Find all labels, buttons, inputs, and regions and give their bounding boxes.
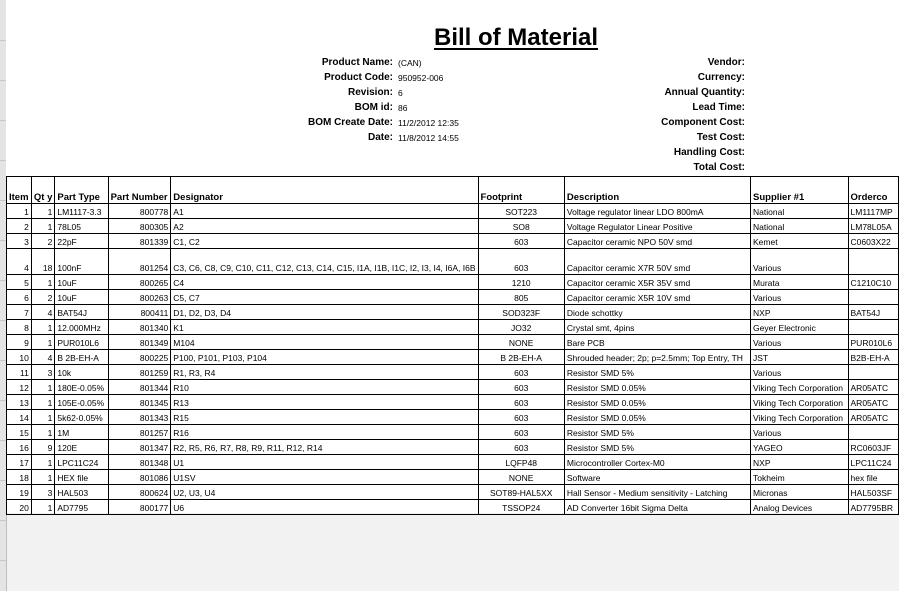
cell-part-number: 801339 xyxy=(108,234,171,249)
col-part-number-header: Part Number xyxy=(108,177,171,204)
cell-footprint: SOT223 xyxy=(478,204,564,219)
cell-ordercode: LPC11C24 xyxy=(848,455,898,470)
cell-part-number: 801254 xyxy=(108,249,171,275)
cell-ordercode: C1210C10 xyxy=(848,275,898,290)
vendor-field-label: Annual Quantity: xyxy=(664,87,745,98)
cell-supplier: Various xyxy=(751,290,849,305)
cell-ordercode: AR05ATC xyxy=(848,395,898,410)
cell-ordercode: HAL503SF xyxy=(848,485,898,500)
vendor-field-label: Total Cost: xyxy=(693,162,745,173)
table-row xyxy=(7,320,899,335)
cell-part-number: 801340 xyxy=(108,320,171,335)
cell-footprint: 603 xyxy=(478,440,564,455)
product-field-label: Product Code: xyxy=(324,72,393,83)
cell-footprint: 603 xyxy=(478,425,564,440)
vendor-field-row xyxy=(6,161,899,175)
cell-qty: 3 xyxy=(31,365,54,380)
gutter-tick xyxy=(0,560,6,561)
cell-qty: 1 xyxy=(31,455,54,470)
cell-footprint: NONE xyxy=(478,470,564,485)
cell-item: 2 xyxy=(7,219,32,234)
cell-qty: 1 xyxy=(31,380,54,395)
cell-part-number: 801344 xyxy=(108,380,171,395)
vendor-field-row xyxy=(6,116,899,130)
cell-item: 18 xyxy=(7,470,32,485)
cell-part-type: 10uF xyxy=(55,275,108,290)
cell-item: 20 xyxy=(7,500,32,515)
cell-part-type: 180E-0.05% xyxy=(55,380,108,395)
vendor-field-label: Currency: xyxy=(697,72,745,83)
cell-part-type: LM1117-3.3 xyxy=(55,204,108,219)
cell-qty: 4 xyxy=(31,350,54,365)
cell-qty: 18 xyxy=(31,249,54,275)
cell-description: Capacitor ceramic X7R 50V smd xyxy=(564,249,750,275)
cell-part-number: 800265 xyxy=(108,275,171,290)
cell-supplier: YAGEO xyxy=(751,440,849,455)
cell-ordercode: C0603X22 xyxy=(848,234,898,249)
cell-part-type: 105E-0.05% xyxy=(55,395,108,410)
cell-ordercode: AR05ATC xyxy=(848,410,898,425)
table-row xyxy=(7,350,899,365)
cell-description: Capacitor ceramic NPO 50V smd xyxy=(564,234,750,249)
cell-supplier: Viking Tech Corporation xyxy=(751,380,849,395)
gutter-tick xyxy=(0,520,6,521)
cell-footprint: LQFP48 xyxy=(478,455,564,470)
vendor-field-row xyxy=(6,146,899,160)
cell-supplier: Various xyxy=(751,365,849,380)
cell-qty: 1 xyxy=(31,410,54,425)
cell-footprint: 603 xyxy=(478,395,564,410)
cell-qty: 1 xyxy=(31,500,54,515)
cell-footprint: 1210 xyxy=(478,275,564,290)
cell-designator: D1, D2, D3, D4 xyxy=(171,305,478,320)
bom-sheet xyxy=(6,0,899,513)
cell-part-type: 78L05 xyxy=(55,219,108,234)
cell-part-number: 801347 xyxy=(108,440,171,455)
cell-part-number: 800624 xyxy=(108,485,171,500)
cell-designator: C5, C7 xyxy=(171,290,478,305)
cell-designator: C4 xyxy=(171,275,478,290)
cell-qty: 1 xyxy=(31,320,54,335)
table-row xyxy=(7,425,899,440)
product-field-label: BOM Create Date: xyxy=(307,117,393,128)
col-description-header: Description xyxy=(564,177,750,204)
cell-ordercode: AD7795BR xyxy=(848,500,898,515)
cell-item: 12 xyxy=(7,380,32,395)
cell-description: Resistor SMD 0.05% xyxy=(564,380,750,395)
page-title: Bill of Material xyxy=(433,24,599,51)
cell-part-number: 801086 xyxy=(108,470,171,485)
col-ordercode-header: Orderco xyxy=(848,177,898,204)
table-row xyxy=(7,290,899,305)
cell-part-type: 120E xyxy=(55,440,108,455)
vendor-field-row xyxy=(6,56,899,70)
cell-part-type: LPC11C24 xyxy=(55,455,108,470)
vendor-field-label: Handling Cost: xyxy=(673,147,745,158)
cell-designator: R10 xyxy=(171,380,478,395)
cell-part-number: 801348 xyxy=(108,455,171,470)
cell-part-type: HAL503 xyxy=(55,485,108,500)
cell-item: 9 xyxy=(7,335,32,350)
cell-designator: A1 xyxy=(171,204,478,219)
table-row xyxy=(7,249,899,275)
cell-item: 14 xyxy=(7,410,32,425)
cell-footprint: 603 xyxy=(478,410,564,425)
cell-footprint: SO8 xyxy=(478,219,564,234)
cell-part-type: 10k xyxy=(55,365,108,380)
cell-supplier: Analog Devices xyxy=(751,500,849,515)
cell-description: Shrouded header; 2p; p=2.5mm; Top Entry, TH xyxy=(564,350,750,365)
table-row xyxy=(7,380,899,395)
vendor-field-label: Component Cost: xyxy=(661,117,745,128)
cell-qty: 3 xyxy=(31,485,54,500)
cell-item: 16 xyxy=(7,440,32,455)
cell-ordercode: AR05ATC xyxy=(848,380,898,395)
cell-part-type: 100nF xyxy=(55,249,108,275)
cell-item: 19 xyxy=(7,485,32,500)
cell-description: AD Converter 16bit Sigma Delta xyxy=(564,500,750,515)
vendor-field-row xyxy=(6,131,899,145)
cell-ordercode: LM78L05A xyxy=(848,219,898,234)
cell-description: Capacitor ceramic X5R 35V smd xyxy=(564,275,750,290)
table-row xyxy=(7,305,899,320)
vendor-field-label: Vendor: xyxy=(707,57,745,68)
cell-designator: R13 xyxy=(171,395,478,410)
cell-part-number: 801343 xyxy=(108,410,171,425)
cell-item: 7 xyxy=(7,305,32,320)
cell-item: 3 xyxy=(7,234,32,249)
cell-footprint: 603 xyxy=(478,380,564,395)
cell-supplier: Various xyxy=(751,249,849,275)
cell-item: 4 xyxy=(7,249,32,275)
cell-footprint: 603 xyxy=(478,365,564,380)
table-row xyxy=(7,455,899,470)
cell-qty: 1 xyxy=(31,275,54,290)
product-field-value: 11/2/2012 12:35 xyxy=(398,118,459,128)
cell-supplier: Viking Tech Corporation xyxy=(751,395,849,410)
cell-ordercode xyxy=(848,425,898,440)
cell-ordercode: BAT54J xyxy=(848,305,898,320)
cell-supplier: Viking Tech Corporation xyxy=(751,410,849,425)
table-row xyxy=(7,410,899,425)
cell-description: Microcontroller Cortex-M0 xyxy=(564,455,750,470)
cell-footprint: SOD323F xyxy=(478,305,564,320)
cell-description: Capacitor ceramic X5R 10V smd xyxy=(564,290,750,305)
cell-part-type: 5k62-0.05% xyxy=(55,410,108,425)
cell-part-type: BAT54J xyxy=(55,305,108,320)
cell-ordercode: LM1117MP xyxy=(848,204,898,219)
cell-ordercode xyxy=(848,290,898,305)
cell-ordercode: PUR010L6 xyxy=(848,335,898,350)
vendor-field-label: Test Cost: xyxy=(696,132,745,143)
cell-item: 1 xyxy=(7,204,32,219)
cell-supplier: Micronas xyxy=(751,485,849,500)
cell-description: Voltage regulator linear LDO 800mA xyxy=(564,204,750,219)
cell-item: 5 xyxy=(7,275,32,290)
col-part-type-header: Part Type xyxy=(55,177,108,204)
cell-supplier: Geyer Electronic xyxy=(751,320,849,335)
cell-part-number: 801345 xyxy=(108,395,171,410)
cell-item: 6 xyxy=(7,290,32,305)
cell-part-number: 800177 xyxy=(108,500,171,515)
cell-item: 15 xyxy=(7,425,32,440)
cell-qty: 4 xyxy=(31,305,54,320)
cell-qty: 1 xyxy=(31,395,54,410)
product-field-value: 11/8/2012 14:55 xyxy=(398,133,459,143)
product-field-value: 950952-006 xyxy=(398,73,444,83)
product-field-label: Revision: xyxy=(347,87,393,98)
cell-part-type: 10uF xyxy=(55,290,108,305)
cell-supplier: National xyxy=(751,204,849,219)
cell-designator: U1 xyxy=(171,455,478,470)
vendor-field-row xyxy=(6,101,899,115)
cell-supplier: NXP xyxy=(751,455,849,470)
cell-qty: 9 xyxy=(31,440,54,455)
cell-footprint: B 2B-EH-A xyxy=(478,350,564,365)
cell-footprint: 603 xyxy=(478,249,564,275)
cell-supplier: Tokheim xyxy=(751,470,849,485)
cell-part-number: 800225 xyxy=(108,350,171,365)
table-row xyxy=(7,470,899,485)
table-row xyxy=(7,440,899,455)
cell-designator: M104 xyxy=(171,335,478,350)
cell-part-type: B 2B-EH-A xyxy=(55,350,108,365)
table-row xyxy=(7,365,899,380)
cell-designator: R2, R5, R6, R7, R8, R9, R11, R12, R14 xyxy=(171,440,478,455)
cell-supplier: Kemet xyxy=(751,234,849,249)
col-designator-header: Designator xyxy=(171,177,478,204)
cell-footprint: NONE xyxy=(478,335,564,350)
table-row xyxy=(7,234,899,249)
cell-item: 8 xyxy=(7,320,32,335)
product-field-label: Date: xyxy=(367,132,393,143)
table-row xyxy=(7,485,899,500)
cell-supplier: Various xyxy=(751,335,849,350)
vendor-field-row xyxy=(6,71,899,85)
cell-supplier: JST xyxy=(751,350,849,365)
cell-part-number: 800305 xyxy=(108,219,171,234)
table-row xyxy=(7,275,899,290)
cell-description: Software xyxy=(564,470,750,485)
cell-designator: C1, C2 xyxy=(171,234,478,249)
cell-description: Hall Sensor - Medium sensitivity - Latching xyxy=(564,485,750,500)
cell-designator: U2, U3, U4 xyxy=(171,485,478,500)
cell-part-type: AD7795 xyxy=(55,500,108,515)
cell-qty: 1 xyxy=(31,219,54,234)
product-field-value: (CAN) xyxy=(398,58,422,68)
cell-designator: A2 xyxy=(171,219,478,234)
cell-supplier: NXP xyxy=(751,305,849,320)
cell-designator: P100, P101, P103, P104 xyxy=(171,350,478,365)
table-row xyxy=(7,219,899,234)
table-row xyxy=(7,204,899,219)
cell-footprint: 603 xyxy=(478,234,564,249)
col-item-header: Item xyxy=(7,177,32,204)
cell-description: Diode schottky xyxy=(564,305,750,320)
cell-description: Resistor SMD 5% xyxy=(564,365,750,380)
cell-designator: R1, R3, R4 xyxy=(171,365,478,380)
cell-ordercode xyxy=(848,249,898,275)
vendor-field-row xyxy=(6,86,899,100)
product-field-label: Product Name: xyxy=(321,57,393,68)
cell-part-type: PUR010L6 xyxy=(55,335,108,350)
col-supplier-header: Supplier #1 xyxy=(751,177,849,204)
cell-ordercode: hex file xyxy=(848,470,898,485)
vendor-field-label: Lead Time: xyxy=(692,102,745,113)
cell-description: Resistor SMD 5% xyxy=(564,425,750,440)
table-body xyxy=(7,204,899,515)
cell-supplier: Various xyxy=(751,425,849,440)
cell-item: 17 xyxy=(7,455,32,470)
cell-designator: R16 xyxy=(171,425,478,440)
cell-part-number: 801259 xyxy=(108,365,171,380)
cell-part-number: 800778 xyxy=(108,204,171,219)
cell-footprint: TSSOP24 xyxy=(478,500,564,515)
cell-part-type: 1M xyxy=(55,425,108,440)
cell-qty: 1 xyxy=(31,470,54,485)
cell-qty: 1 xyxy=(31,204,54,219)
cell-designator: U1SV xyxy=(171,470,478,485)
cell-description: Bare PCB xyxy=(564,335,750,350)
cell-designator: C3, C6, C8, C9, C10, C11, C12, C13, C14, C15, I1A, I1B, I1C, I2, I3, I4, I6A, I6B xyxy=(171,249,478,275)
cell-designator: U6 xyxy=(171,500,478,515)
cell-supplier: National xyxy=(751,219,849,234)
cell-qty: 2 xyxy=(31,234,54,249)
cell-ordercode xyxy=(848,320,898,335)
cell-ordercode: RC0603JF xyxy=(848,440,898,455)
cell-designator: R15 xyxy=(171,410,478,425)
product-field-value: 86 xyxy=(398,103,408,113)
table-row xyxy=(7,500,899,515)
cell-ordercode xyxy=(848,365,898,380)
cell-part-number: 800263 xyxy=(108,290,171,305)
cell-item: 10 xyxy=(7,350,32,365)
cell-part-number: 801349 xyxy=(108,335,171,350)
bom-table xyxy=(6,176,899,515)
product-field-value: 6 xyxy=(398,88,403,98)
cell-item: 13 xyxy=(7,395,32,410)
cell-description: Resistor SMD 5% xyxy=(564,440,750,455)
cell-designator: K1 xyxy=(171,320,478,335)
cell-supplier: Murata xyxy=(751,275,849,290)
table-header-row xyxy=(7,177,899,204)
cell-qty: 2 xyxy=(31,290,54,305)
cell-footprint: SOT89-HAL5XX xyxy=(478,485,564,500)
table-row xyxy=(7,335,899,350)
cell-qty: 1 xyxy=(31,425,54,440)
cell-part-type: 22pF xyxy=(55,234,108,249)
cell-description: Resistor SMD 0.05% xyxy=(564,410,750,425)
product-field-label: BOM id: xyxy=(354,102,393,113)
col-qty-header: Qt y xyxy=(31,177,54,204)
cell-part-type: 12.000MHz xyxy=(55,320,108,335)
cell-description: Resistor SMD 0.05% xyxy=(564,395,750,410)
cell-part-number: 800411 xyxy=(108,305,171,320)
cell-description: Crystal smt, 4pins xyxy=(564,320,750,335)
table-row xyxy=(7,395,899,410)
cell-part-type: HEX file xyxy=(55,470,108,485)
cell-ordercode: B2B-EH-A xyxy=(848,350,898,365)
cell-qty: 1 xyxy=(31,335,54,350)
cell-item: 11 xyxy=(7,365,32,380)
cell-footprint: JO32 xyxy=(478,320,564,335)
cell-description: Voltage Regulator Linear Positive xyxy=(564,219,750,234)
cell-part-number: 801257 xyxy=(108,425,171,440)
cell-footprint: 805 xyxy=(478,290,564,305)
col-footprint-header: Footprint xyxy=(478,177,564,204)
